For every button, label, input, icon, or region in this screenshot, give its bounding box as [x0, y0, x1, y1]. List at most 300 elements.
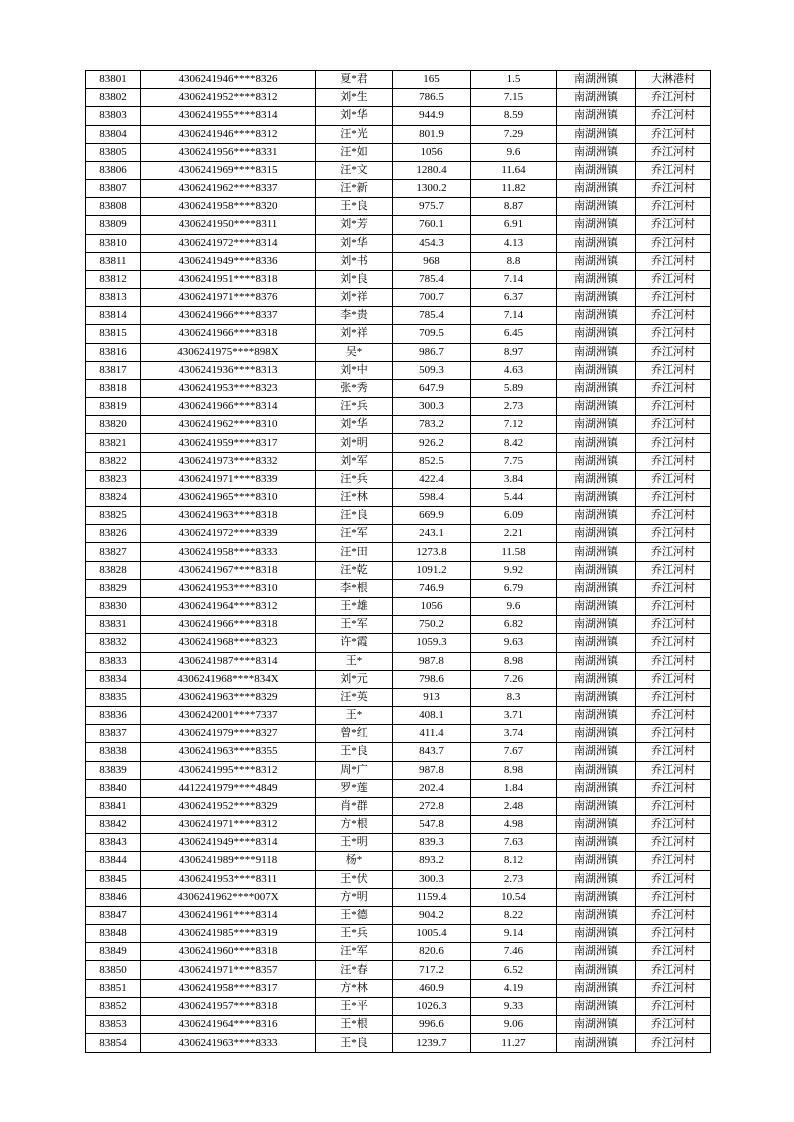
name-cell: 王*兵: [316, 925, 393, 943]
id-number-cell: 4306241957****8318: [141, 997, 316, 1015]
village-cell: 乔江河村: [636, 961, 711, 979]
rate-cell: 7.26: [471, 670, 557, 688]
name-cell: 刘*书: [316, 252, 393, 270]
seq-cell: 83851: [86, 979, 141, 997]
village-cell: 乔江河村: [636, 507, 711, 525]
seq-cell: 83814: [86, 307, 141, 325]
rate-cell: 7.46: [471, 943, 557, 961]
rate-cell: 11.82: [471, 180, 557, 198]
id-number-cell: 4306241953****8310: [141, 579, 316, 597]
rate-cell: 6.37: [471, 289, 557, 307]
seq-cell: 83812: [86, 270, 141, 288]
village-cell: 乔江河村: [636, 997, 711, 1015]
amount-cell: 669.9: [393, 507, 471, 525]
seq-cell: 83811: [86, 252, 141, 270]
seq-cell: 83839: [86, 761, 141, 779]
id-number-cell: 4306241968****8323: [141, 634, 316, 652]
table-row: [86, 252, 711, 270]
rate-cell: 8.12: [471, 852, 557, 870]
amount-cell: 750.2: [393, 616, 471, 634]
rate-cell: 7.15: [471, 89, 557, 107]
village-cell: 乔江河村: [636, 325, 711, 343]
village-cell: 乔江河村: [636, 943, 711, 961]
town-cell: 南湖洲镇: [557, 870, 636, 888]
rate-cell: 8.42: [471, 434, 557, 452]
amount-cell: 783.2: [393, 416, 471, 434]
table-row: [86, 743, 711, 761]
table-row: [86, 979, 711, 997]
table-row: [86, 343, 711, 361]
amount-cell: 801.9: [393, 125, 471, 143]
name-cell: 刘*芳: [316, 216, 393, 234]
seq-cell: 83805: [86, 143, 141, 161]
table-row: [86, 1015, 711, 1033]
table-row: [86, 289, 711, 307]
amount-cell: 598.4: [393, 488, 471, 506]
seq-cell: 83810: [86, 234, 141, 252]
amount-cell: 786.5: [393, 89, 471, 107]
village-cell: 乔江河村: [636, 779, 711, 797]
id-number-cell: 4306241965****8310: [141, 488, 316, 506]
town-cell: 南湖洲镇: [557, 852, 636, 870]
seq-cell: 83840: [86, 779, 141, 797]
town-cell: 南湖洲镇: [557, 507, 636, 525]
town-cell: 南湖洲镇: [557, 361, 636, 379]
amount-cell: 1056: [393, 597, 471, 615]
amount-cell: 987.8: [393, 652, 471, 670]
amount-cell: 300.3: [393, 870, 471, 888]
name-cell: 刘*元: [316, 670, 393, 688]
village-cell: 乔江河村: [636, 452, 711, 470]
rate-cell: 8.87: [471, 198, 557, 216]
table-row: [86, 525, 711, 543]
seq-cell: 83823: [86, 470, 141, 488]
village-cell: 乔江河村: [636, 761, 711, 779]
rate-cell: 7.12: [471, 416, 557, 434]
name-cell: 汪*军: [316, 943, 393, 961]
town-cell: 南湖洲镇: [557, 579, 636, 597]
name-cell: 方*根: [316, 816, 393, 834]
table-row: [86, 906, 711, 924]
name-cell: 刘*华: [316, 234, 393, 252]
rate-cell: 7.29: [471, 125, 557, 143]
rate-cell: 8.97: [471, 343, 557, 361]
village-cell: 乔江河村: [636, 888, 711, 906]
village-cell: 乔江河村: [636, 852, 711, 870]
town-cell: 南湖洲镇: [557, 1015, 636, 1033]
table-row: [86, 361, 711, 379]
id-number-cell: 4306241972****8314: [141, 234, 316, 252]
rate-cell: 5.44: [471, 488, 557, 506]
town-cell: 南湖洲镇: [557, 488, 636, 506]
id-number-cell: 4306241936****8313: [141, 361, 316, 379]
name-cell: 肖*群: [316, 797, 393, 815]
id-number-cell: 4306241975****898X: [141, 343, 316, 361]
rate-cell: 7.14: [471, 270, 557, 288]
amount-cell: 165: [393, 71, 471, 89]
name-cell: 汪*田: [316, 543, 393, 561]
id-number-cell: 4306241972****8339: [141, 525, 316, 543]
rate-cell: 9.06: [471, 1015, 557, 1033]
seq-cell: 83846: [86, 888, 141, 906]
seq-cell: 83849: [86, 943, 141, 961]
village-cell: 乔江河村: [636, 579, 711, 597]
village-cell: 乔江河村: [636, 343, 711, 361]
seq-cell: 83831: [86, 616, 141, 634]
town-cell: 南湖洲镇: [557, 398, 636, 416]
name-cell: 方*林: [316, 979, 393, 997]
name-cell: 李*根: [316, 579, 393, 597]
table-row: [86, 707, 711, 725]
rate-cell: 9.33: [471, 997, 557, 1015]
name-cell: 刘*华: [316, 416, 393, 434]
village-cell: 乔江河村: [636, 379, 711, 397]
table-row: [86, 89, 711, 107]
seq-cell: 83828: [86, 561, 141, 579]
village-cell: 乔江河村: [636, 816, 711, 834]
town-cell: 南湖洲镇: [557, 71, 636, 89]
amount-cell: 944.9: [393, 107, 471, 125]
town-cell: 南湖洲镇: [557, 470, 636, 488]
id-number-cell: 4306241987****8314: [141, 652, 316, 670]
village-cell: 乔江河村: [636, 743, 711, 761]
amount-cell: 647.9: [393, 379, 471, 397]
seq-cell: 83817: [86, 361, 141, 379]
village-cell: 乔江河村: [636, 616, 711, 634]
town-cell: 南湖洲镇: [557, 307, 636, 325]
rate-cell: 10.54: [471, 888, 557, 906]
amount-cell: 975.7: [393, 198, 471, 216]
id-number-cell: 4306241958****8333: [141, 543, 316, 561]
amount-cell: 509.3: [393, 361, 471, 379]
seq-cell: 83841: [86, 797, 141, 815]
table-row: [86, 688, 711, 706]
amount-cell: 1300.2: [393, 180, 471, 198]
rate-cell: 4.63: [471, 361, 557, 379]
id-number-cell: 4306241953****8311: [141, 870, 316, 888]
table-row: [86, 997, 711, 1015]
id-number-cell: 4306241951****8318: [141, 270, 316, 288]
town-cell: 南湖洲镇: [557, 652, 636, 670]
village-cell: 乔江河村: [636, 834, 711, 852]
seq-cell: 83835: [86, 688, 141, 706]
town-cell: 南湖洲镇: [557, 906, 636, 924]
seq-cell: 83813: [86, 289, 141, 307]
village-cell: 乔江河村: [636, 143, 711, 161]
village-cell: 乔江河村: [636, 688, 711, 706]
table-row: [86, 797, 711, 815]
amount-cell: 700.7: [393, 289, 471, 307]
table-row: [86, 761, 711, 779]
village-cell: 乔江河村: [636, 180, 711, 198]
name-cell: 罗*莲: [316, 779, 393, 797]
town-cell: 南湖洲镇: [557, 797, 636, 815]
village-cell: 乔江河村: [636, 307, 711, 325]
amount-cell: 904.2: [393, 906, 471, 924]
village-cell: 乔江河村: [636, 361, 711, 379]
seq-cell: 83820: [86, 416, 141, 434]
table-row: [86, 307, 711, 325]
town-cell: 南湖洲镇: [557, 561, 636, 579]
id-number-cell: 4306241950****8311: [141, 216, 316, 234]
amount-cell: 1026.3: [393, 997, 471, 1015]
town-cell: 南湖洲镇: [557, 707, 636, 725]
id-number-cell: 4306241964****8316: [141, 1015, 316, 1033]
town-cell: 南湖洲镇: [557, 143, 636, 161]
rate-cell: 7.75: [471, 452, 557, 470]
amount-cell: 746.9: [393, 579, 471, 597]
seq-cell: 83836: [86, 707, 141, 725]
town-cell: 南湖洲镇: [557, 416, 636, 434]
town-cell: 南湖洲镇: [557, 888, 636, 906]
seq-cell: 83848: [86, 925, 141, 943]
name-cell: 刘*军: [316, 452, 393, 470]
village-cell: 乔江河村: [636, 652, 711, 670]
name-cell: 王*明: [316, 834, 393, 852]
village-cell: 乔江河村: [636, 870, 711, 888]
amount-cell: 785.4: [393, 270, 471, 288]
town-cell: 南湖洲镇: [557, 597, 636, 615]
rate-cell: 3.71: [471, 707, 557, 725]
town-cell: 南湖洲镇: [557, 779, 636, 797]
table-row: [86, 870, 711, 888]
name-cell: 汪*兵: [316, 398, 393, 416]
town-cell: 南湖洲镇: [557, 270, 636, 288]
rate-cell: 9.14: [471, 925, 557, 943]
seq-cell: 83827: [86, 543, 141, 561]
rate-cell: 6.91: [471, 216, 557, 234]
amount-cell: 798.6: [393, 670, 471, 688]
name-cell: 张*秀: [316, 379, 393, 397]
town-cell: 南湖洲镇: [557, 925, 636, 943]
table-row: [86, 216, 711, 234]
seq-cell: 83838: [86, 743, 141, 761]
amount-cell: 785.4: [393, 307, 471, 325]
rate-cell: 5.89: [471, 379, 557, 397]
seq-cell: 83824: [86, 488, 141, 506]
amount-cell: 454.3: [393, 234, 471, 252]
id-number-cell: 4306241958****8317: [141, 979, 316, 997]
amount-cell: 913: [393, 688, 471, 706]
rate-cell: 7.63: [471, 834, 557, 852]
rate-cell: 4.13: [471, 234, 557, 252]
rate-cell: 1.5: [471, 71, 557, 89]
name-cell: 汪*新: [316, 180, 393, 198]
id-number-cell: 4306241995****8312: [141, 761, 316, 779]
amount-cell: 1280.4: [393, 161, 471, 179]
name-cell: 王*德: [316, 906, 393, 924]
amount-cell: 1059.3: [393, 634, 471, 652]
name-cell: 汪*军: [316, 525, 393, 543]
name-cell: 汪*良: [316, 507, 393, 525]
records-table: [85, 70, 711, 1053]
id-number-cell: 4306241969****8315: [141, 161, 316, 179]
village-cell: 乔江河村: [636, 107, 711, 125]
seq-cell: 83845: [86, 870, 141, 888]
town-cell: 南湖洲镇: [557, 289, 636, 307]
village-cell: 乔江河村: [636, 543, 711, 561]
amount-cell: 987.8: [393, 761, 471, 779]
seq-cell: 83821: [86, 434, 141, 452]
id-number-cell: 4306241961****8314: [141, 906, 316, 924]
rate-cell: 6.79: [471, 579, 557, 597]
name-cell: 李*贵: [316, 307, 393, 325]
amount-cell: 968: [393, 252, 471, 270]
table-row: [86, 779, 711, 797]
rate-cell: 3.84: [471, 470, 557, 488]
town-cell: 南湖洲镇: [557, 997, 636, 1015]
id-number-cell: 4306241971****8357: [141, 961, 316, 979]
rate-cell: 8.98: [471, 652, 557, 670]
id-number-cell: 4306241949****8314: [141, 834, 316, 852]
seq-cell: 83837: [86, 725, 141, 743]
rate-cell: 9.6: [471, 143, 557, 161]
name-cell: 王*平: [316, 997, 393, 1015]
village-cell: 乔江河村: [636, 488, 711, 506]
table-row: [86, 925, 711, 943]
name-cell: 汪*英: [316, 688, 393, 706]
name-cell: 刘*中: [316, 361, 393, 379]
rate-cell: 3.74: [471, 725, 557, 743]
rate-cell: 2.73: [471, 870, 557, 888]
town-cell: 南湖洲镇: [557, 379, 636, 397]
town-cell: 南湖洲镇: [557, 252, 636, 270]
rate-cell: 6.82: [471, 616, 557, 634]
table-row: [86, 434, 711, 452]
table-row: [86, 670, 711, 688]
seq-cell: 83852: [86, 997, 141, 1015]
seq-cell: 83832: [86, 634, 141, 652]
name-cell: 王*: [316, 652, 393, 670]
id-number-cell: 4306241953****8323: [141, 379, 316, 397]
rate-cell: 6.52: [471, 961, 557, 979]
amount-cell: 243.1: [393, 525, 471, 543]
amount-cell: 202.4: [393, 779, 471, 797]
rate-cell: 11.58: [471, 543, 557, 561]
id-number-cell: 4306241967****8318: [141, 561, 316, 579]
town-cell: 南湖洲镇: [557, 616, 636, 634]
rate-cell: 2.73: [471, 398, 557, 416]
amount-cell: 820.6: [393, 943, 471, 961]
name-cell: 许*霞: [316, 634, 393, 652]
seq-cell: 83808: [86, 198, 141, 216]
name-cell: 方*明: [316, 888, 393, 906]
amount-cell: 411.4: [393, 725, 471, 743]
amount-cell: 709.5: [393, 325, 471, 343]
name-cell: 汪*春: [316, 961, 393, 979]
seq-cell: 83804: [86, 125, 141, 143]
town-cell: 南湖洲镇: [557, 216, 636, 234]
amount-cell: 1159.4: [393, 888, 471, 906]
table-row: [86, 579, 711, 597]
table-row: [86, 107, 711, 125]
village-cell: 乔江河村: [636, 434, 711, 452]
rate-cell: 11.27: [471, 1034, 557, 1053]
seq-cell: 83815: [86, 325, 141, 343]
id-number-cell: 4306241964****8312: [141, 597, 316, 615]
rate-cell: 9.6: [471, 597, 557, 615]
village-cell: 乔江河村: [636, 125, 711, 143]
town-cell: 南湖洲镇: [557, 198, 636, 216]
name-cell: 曾*红: [316, 725, 393, 743]
table-row: [86, 71, 711, 89]
table-row: [86, 725, 711, 743]
village-cell: 乔江河村: [636, 161, 711, 179]
table-row: [86, 961, 711, 979]
village-cell: 乔江河村: [636, 634, 711, 652]
seq-cell: 83847: [86, 906, 141, 924]
name-cell: 刘*良: [316, 270, 393, 288]
id-number-cell: 4306241962****8310: [141, 416, 316, 434]
seq-cell: 83809: [86, 216, 141, 234]
rate-cell: 2.48: [471, 797, 557, 815]
village-cell: 乔江河村: [636, 216, 711, 234]
town-cell: 南湖洲镇: [557, 89, 636, 107]
table-row: [86, 597, 711, 615]
village-cell: 乔江河村: [636, 670, 711, 688]
id-number-cell: 4306241952****8329: [141, 797, 316, 815]
town-cell: 南湖洲镇: [557, 834, 636, 852]
name-cell: 夏*君: [316, 71, 393, 89]
seq-cell: 83825: [86, 507, 141, 525]
rate-cell: 6.09: [471, 507, 557, 525]
rate-cell: 2.21: [471, 525, 557, 543]
town-cell: 南湖洲镇: [557, 670, 636, 688]
id-number-cell: 4306241962****007X: [141, 888, 316, 906]
name-cell: 王*: [316, 707, 393, 725]
seq-cell: 83854: [86, 1034, 141, 1053]
town-cell: 南湖洲镇: [557, 634, 636, 652]
id-number-cell: 4306241946****8312: [141, 125, 316, 143]
table-row: [86, 943, 711, 961]
id-number-cell: 4306241963****8333: [141, 1034, 316, 1053]
rate-cell: 9.92: [471, 561, 557, 579]
seq-cell: 83850: [86, 961, 141, 979]
table-body: [86, 71, 711, 1053]
town-cell: 南湖洲镇: [557, 816, 636, 834]
seq-cell: 83833: [86, 652, 141, 670]
id-number-cell: 4306241966****8318: [141, 325, 316, 343]
table-row: [86, 1034, 711, 1053]
id-number-cell: 4306241966****8337: [141, 307, 316, 325]
table-row: [86, 234, 711, 252]
town-cell: 南湖洲镇: [557, 1034, 636, 1053]
id-number-cell: 4306241963****8329: [141, 688, 316, 706]
name-cell: 刘*祥: [316, 325, 393, 343]
table-row: [86, 616, 711, 634]
name-cell: 汪*兵: [316, 470, 393, 488]
village-cell: 乔江河村: [636, 89, 711, 107]
id-number-cell: 4306241963****8355: [141, 743, 316, 761]
name-cell: 王*根: [316, 1015, 393, 1033]
table-row: [86, 180, 711, 198]
village-cell: 大淋港村: [636, 71, 711, 89]
rate-cell: 6.45: [471, 325, 557, 343]
village-cell: 乔江河村: [636, 270, 711, 288]
id-number-cell: 4306241959****8317: [141, 434, 316, 452]
table-row: [86, 379, 711, 397]
id-number-cell: 4306241966****8318: [141, 616, 316, 634]
name-cell: 王*军: [316, 616, 393, 634]
seq-cell: 83853: [86, 1015, 141, 1033]
seq-cell: 83806: [86, 161, 141, 179]
name-cell: 刘*明: [316, 434, 393, 452]
id-number-cell: 4306241989****9118: [141, 852, 316, 870]
id-number-cell: 4306242001****7337: [141, 707, 316, 725]
table-row: [86, 488, 711, 506]
seq-cell: 83801: [86, 71, 141, 89]
table-row: [86, 834, 711, 852]
